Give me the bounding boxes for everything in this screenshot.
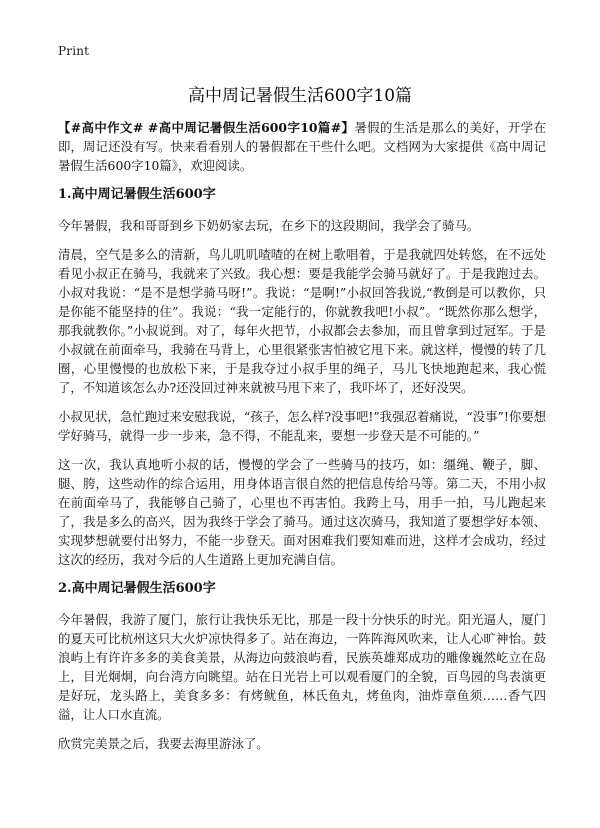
section-1-heading: 1.高中周记暑假生活600字 bbox=[58, 187, 216, 202]
intro-hashtags: 【#高中作文# #高中周记暑假生活600字10篇#】 bbox=[58, 120, 355, 135]
page-title: 高中周记暑假生活600字10篇 bbox=[187, 86, 413, 106]
article-body bbox=[58, 118, 546, 763]
intro-paragraph bbox=[58, 118, 546, 175]
section-1-paragraph: 小叔见状，急忙跑过来安慰我说，“孩子，怎么样?没事吧!”我强忍着痛说，“没事”!你要想学好骑马，就得一步一步来，急不得，不能乱来，要想一步登天是不可能的。” bbox=[58, 409, 547, 443]
section-2-paragraph: 欣赏完美景之后，我要去海里游泳了。 bbox=[58, 736, 269, 751]
section-1-paragraph: 今年暑假，我和哥哥到乡下奶奶家去玩，在乡下的这段期间，我学会了骑马。 bbox=[58, 218, 480, 233]
section-2-paragraph: 今年暑假，我游了厦门，旅行让我快乐无比，那是一段十分快乐的时光。阳光逼人，厦门的夏天可比杭州这只大火炉凉快得多了。站在海边，一阵阵海风吹来，让人心旷神怡。鼓浪屿上有许许多多的美食美景，从海边向鼓浪屿看，民族英雄郑成功的雕像巍然屹立在岛上，目光炯炯，向台湾方向眺望。站在日光岩上可以观看厦门的全貌，百鸟园的鸟表演更是好玩，龙头路上，美食多多：有烤鱿鱼，林氏鱼丸，烤鱼肉，油炸章鱼须……香气四溢，让人口水直流。 bbox=[58, 612, 546, 722]
section-2-heading: 2.高中周记暑假生活600字 bbox=[58, 581, 216, 596]
section-1-paragraph: 这一次，我认真地听小叔的话，慢慢的学会了一些骑马的技巧，如：缰绳、鞭子，脚、腿、胯，这些动作的综合运用，用身体语言很自然的把信息传给马等。第二天，不用小叔在前面牵马了，我能够自己骑了，心里也不再害怕。我跨上马，用手一拍，马儿跑起来了，我是多么的高兴，因为我终于学会了骑马。通过这次骑马，我知道了要想学好本领、实现梦想就要付出努力，不能一步登天。面对困难我们要知难而进，这样才会成功，经过这次的经历，我对今后的人生道路上更加充满自信。 bbox=[58, 457, 546, 567]
print-link[interactable]: Print bbox=[58, 44, 90, 58]
section-1-paragraph: 清晨，空气是多么的清新，鸟儿叽叽喳喳的在树上歌唱着，于是我就四处转悠，在不远处看见小叔正在骑马，我就来了兴致。我心想：要是我能学会骑马就好了。于是我跑过去。小叔对我说：“是不是想学骑马呀!”。我说：“是啊!”小叔回答我说,“教倒是可以教你，只是你能不能坚持的住”。我说：“我一定能行的，你就教我吧!小叔”。“既然你那么想学，那我就教你。”小叔说到。对了，每年火把节，小叔都会去参加，而且曾拿到过冠军。于是小叔就在前面牵马，我骑在马背上，心里很紧张害怕被它甩下来。就这样，慢慢的转了几圈，心里慢慢的也放松下来，于是我夺过小叔手里的绳子，马儿飞快地跑起来，我心慌了，不知道该怎么办?还没回过神来就被马甩下来了，我吓坏了，还好没哭。 bbox=[58, 247, 546, 395]
intro-text: 暑假的生活是那么的美好，开学在即，周记还没有写。快来看看别人的暑假都在干些什么吧。文档网为大家提供《高中周记暑假生活600字10篇》，欢迎阅读。 bbox=[58, 120, 546, 173]
